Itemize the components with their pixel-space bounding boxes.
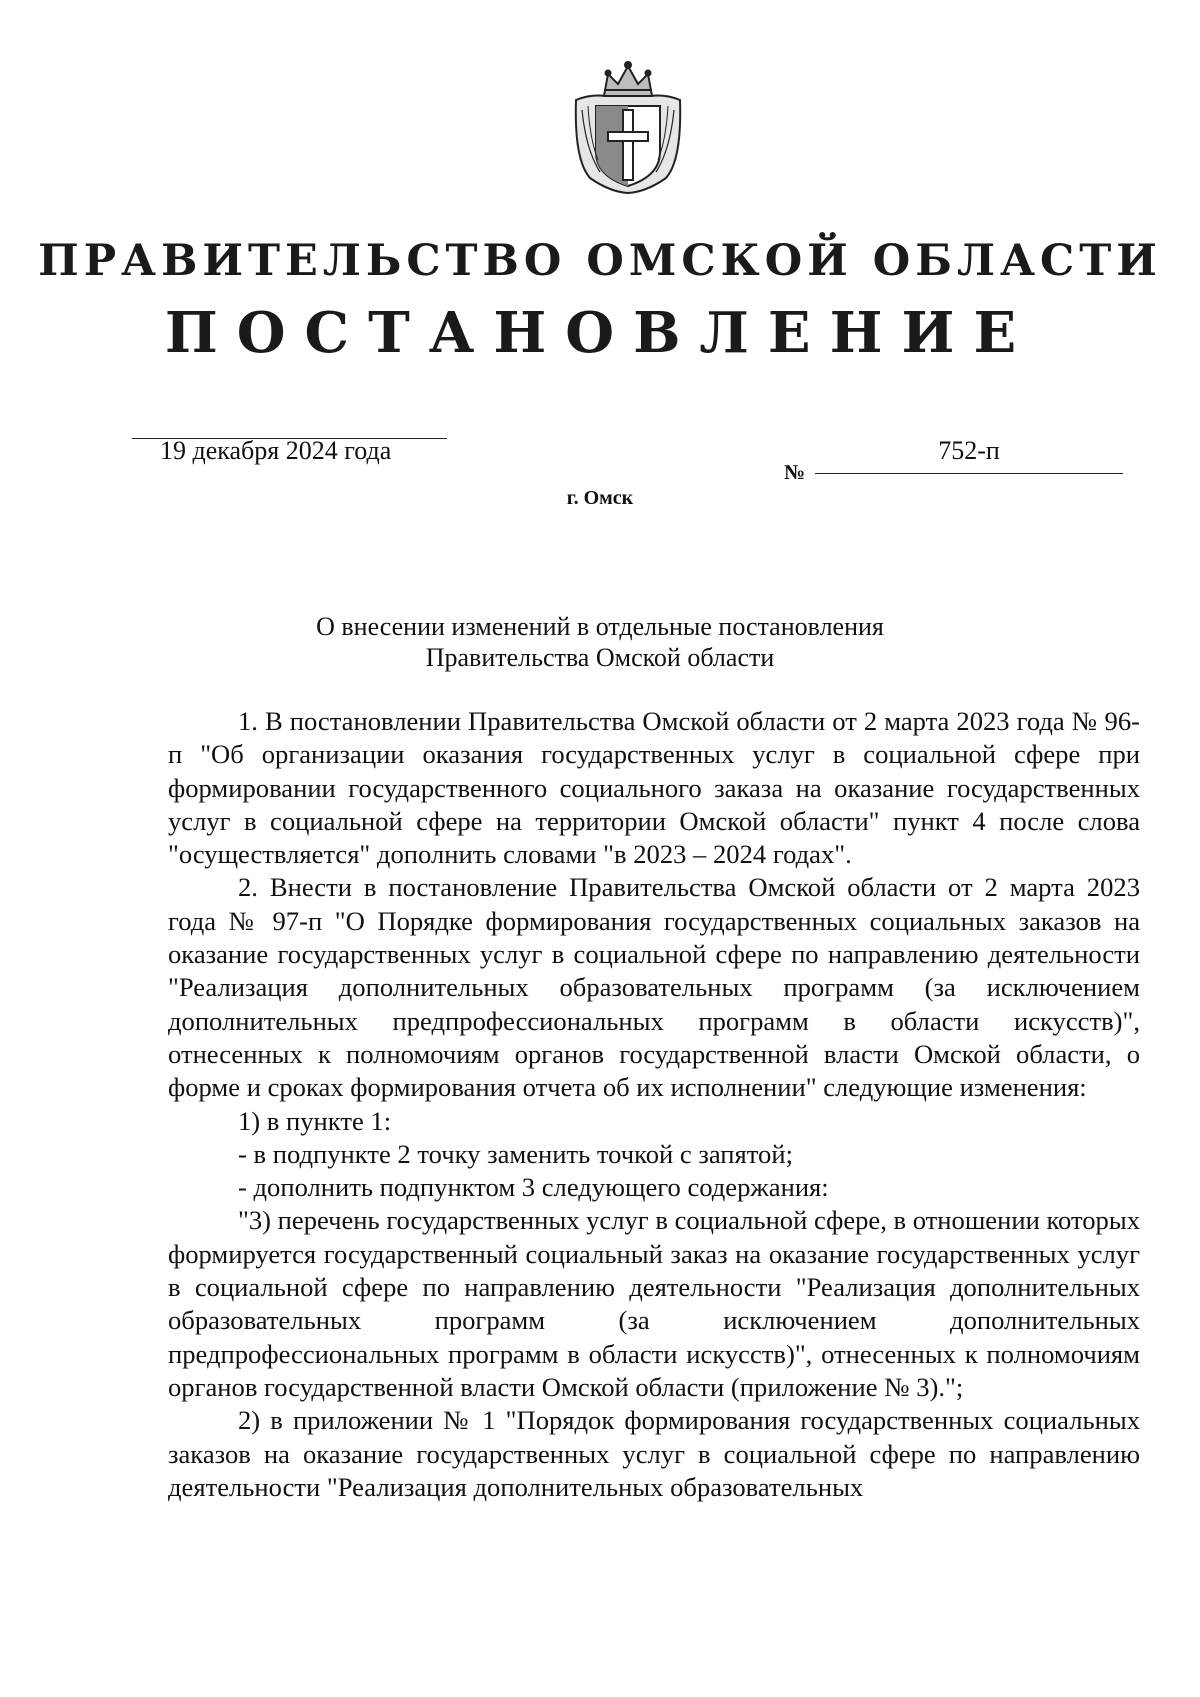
subitem-2: 2) в приложении № 1 "Порядок формирования государственных социальных заказов на оказание государственных услуг в социальной сфере по направлению деятельности "Реализация дополнительных образовательных (168, 1405, 1140, 1502)
document-date: 19 декабря 2024 года (160, 436, 392, 465)
omsk-coat-of-arms-emblem (570, 60, 686, 194)
document-type-heading: ПОСТАНОВЛЕНИЕ (164, 300, 1036, 366)
number-sign: № (784, 460, 806, 484)
title-line-1: О внесении изменений в отдельные постановления (316, 612, 884, 641)
city-label: г. Омск (566, 487, 634, 509)
paragraph-item-2: 2. Внести в постановление Правительства Омской области от 2 марта 2023 года № 97-п "О Порядке формирования государственных социальных заказов на оказание государственных услуг в социальной сфере по направлению деятельности "Реализация дополнительных образовательных программ (за исключением дополнительных предпрофессиональных программ в области искусств)", отнесенных к полномочиям органов государственной власти Омской области, о форме и сроках формирования отчета об их исполнении" следующие изменения: (168, 872, 1140, 1103)
subitem-1-change-a: - в подпункте 2 точку заменить точкой с запятой; (238, 1138, 793, 1169)
government-heading: ПРАВИТЕЛЬСТВО ОМСКОЙ ОБЛАСТИ (38, 236, 1162, 286)
title-line-2: Правительства Омской области (425, 643, 775, 672)
document-title (0, 611, 1200, 673)
document-body (168, 705, 1140, 1504)
subitem-1: 1) в пункте 1: (238, 1105, 392, 1136)
date-underline (132, 438, 447, 439)
new-subpoint-3: "3) перечень государственных услуг в социальной сфере, в отношении которых формируется государственный социальный заказ на оказание государственных услуг в социальной сфере по направлению деятельности "Реализация дополнительных образовательных программ (за исключением дополнительных предпрофессиональных программ в области искусств)", отнесенных к полномочиям органов государственной власти Омской области (приложение № 3)."; (168, 1205, 1141, 1402)
number-underline (815, 473, 1123, 474)
paragraph-item-1: 1. В постановлении Правительства Омской области от 2 марта 2023 года № 96-п "Об организации оказания государственных услуг в социальной сфере при формировании государственного социального заказа на оказание государственных услуг в социальной сфере на территории Омской области" пункт 4 после слова "осуществляется" дополнить словами "в 2023 – 2024 годах". (168, 706, 1140, 870)
document-number: 752-п (938, 436, 1000, 465)
subitem-1-change-b: - дополнить подпунктом 3 следующего содержания: (238, 1172, 829, 1203)
